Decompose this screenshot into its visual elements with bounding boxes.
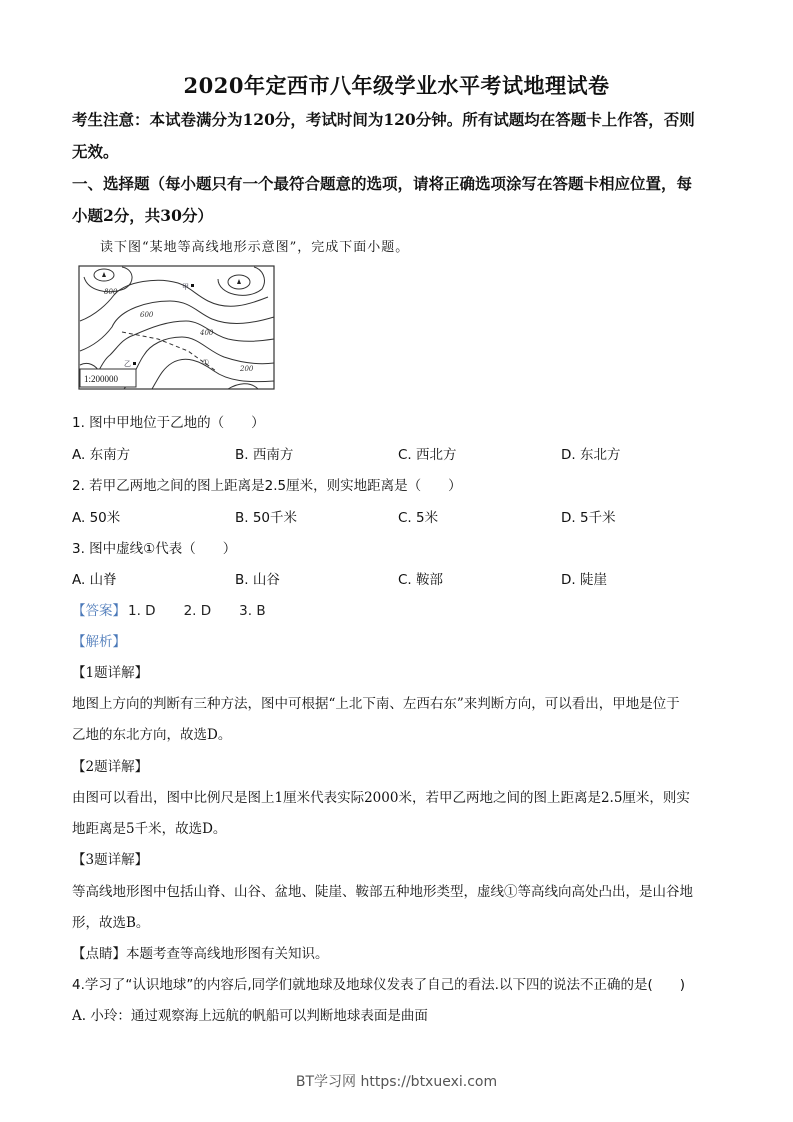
answer-label: 【答案】 bbox=[72, 603, 126, 619]
svg-text:800: 800 bbox=[104, 288, 118, 296]
map-scale: 1:200000 bbox=[84, 374, 119, 384]
q1-option-b: B. 西南方 bbox=[235, 447, 294, 463]
detail-1-line-1: 地图上方向的判断有三种方法，图中可根据“上北下南、左西右东”来判断方向，可以看出，甲地是位于 bbox=[72, 696, 680, 712]
footer-watermark[interactable]: BT学习网 https://btxuexi.com bbox=[295, 1074, 498, 1090]
map-intro-text: 读下图“某地等高线地形示意图”，完成下面小题。 bbox=[100, 240, 410, 255]
svg-text:乙: 乙 bbox=[124, 360, 131, 368]
detail-2-line-1: 由图可以看出，图中比例尺是图上1厘米代表实际2000米，若甲乙两地之间的图上距离是2.5厘米，则实 bbox=[72, 790, 690, 806]
q3-option-d: D. 陡崖 bbox=[561, 572, 607, 588]
question-4-stem: 4.学习了“认识地球”的内容后,同学们就地球及地球仪发表了自己的看法.以下四的说法不正确的是( ) bbox=[72, 977, 685, 993]
answer-row bbox=[72, 599, 292, 619]
q2-option-b: B. 50千米 bbox=[235, 510, 298, 526]
detail-2-heading: 【2题详解】 bbox=[72, 759, 149, 775]
page-title: 2020年定西市八年级学业水平考试地理试卷 bbox=[183, 73, 610, 98]
detail-3-heading: 【3题详解】 bbox=[72, 852, 149, 868]
detail-3-line-2: 形，故选B。 bbox=[72, 915, 150, 931]
q1-option-c: C. 西北方 bbox=[398, 447, 457, 463]
question-1-options bbox=[72, 443, 732, 463]
dianjing-note: 【点睛】本题考查等高线地形图有关知识。 bbox=[72, 946, 329, 962]
answer-2: 2. D bbox=[183, 603, 212, 619]
q2-option-a: A. 50米 bbox=[72, 510, 121, 526]
answer-3: 3. B bbox=[239, 603, 266, 619]
svg-text:600: 600 bbox=[140, 311, 154, 319]
q3-option-a: A. 山脊 bbox=[72, 572, 117, 588]
svg-text:甲: 甲 bbox=[182, 283, 189, 291]
answer-1: 1. D bbox=[128, 603, 156, 619]
svg-text:400: 400 bbox=[200, 329, 214, 337]
question-3-options bbox=[72, 568, 732, 588]
contour-map-figure bbox=[78, 265, 275, 390]
detail-3-line-1: 等高线地形图中包括山脊、山谷、盆地、陡崖、鞍部五种地形类型，虚线①等高线向高处凸出，是山谷地 bbox=[72, 884, 693, 900]
q4-option-a: A. 小玲：通过观察海上远航的帆船可以判断地球表面是曲面 bbox=[72, 1008, 428, 1024]
q3-option-b: B. 山谷 bbox=[235, 572, 280, 588]
detail-1-heading: 【1题详解】 bbox=[72, 665, 149, 681]
notice-line-1: 考生注意：本试卷满分为120分，考试时间为120分钟。所有试题均在答题卡上作答，否则 bbox=[72, 110, 695, 129]
question-2-stem: 2. 若甲乙两地之间的图上距离是2.5厘米，则实地距离是（ ） bbox=[72, 478, 462, 494]
svg-text:200: 200 bbox=[240, 365, 254, 373]
notice-line-2: 无效。 bbox=[72, 142, 119, 161]
q3-option-c: C. 鞍部 bbox=[398, 572, 444, 588]
q1-option-a: A. 东南方 bbox=[72, 447, 131, 463]
svg-text:①: ① bbox=[202, 358, 210, 367]
question-2-options bbox=[72, 506, 732, 526]
q2-option-c: C. 5米 bbox=[398, 510, 439, 526]
q1-option-d: D. 东北方 bbox=[561, 447, 621, 463]
section-heading-line-1: 一、选择题（每小题只有一个最符合题意的选项，请将正确选项涂写在答题卡相应位置，每 bbox=[72, 174, 693, 193]
detail-1-line-2: 乙地的东北方向，故选D。 bbox=[72, 727, 232, 743]
detail-2-line-2: 地距离是5千米，故选D。 bbox=[72, 821, 227, 837]
analysis-label: 【解析】 bbox=[72, 634, 126, 650]
question-3-stem: 3. 图中虚线①代表（ ） bbox=[72, 541, 237, 557]
section-heading-line-2: 小题2分，共30分） bbox=[72, 206, 213, 225]
question-1-stem: 1. 图中甲地位于乙地的（ ） bbox=[72, 415, 265, 431]
q2-option-d: D. 5千米 bbox=[561, 510, 616, 526]
